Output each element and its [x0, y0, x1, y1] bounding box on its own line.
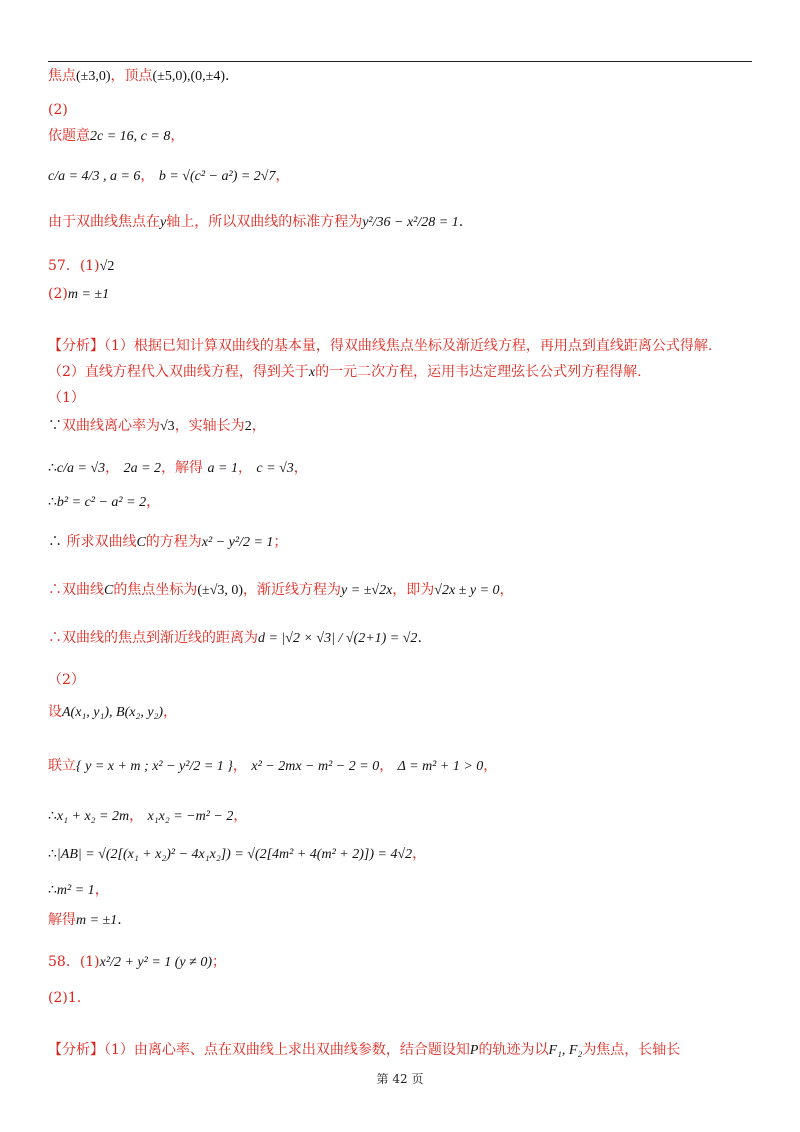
text-run: ，顶点 — [110, 68, 153, 84]
math-expression: m² = 1 — [56, 883, 95, 898]
text-run: 依题意 — [48, 128, 90, 144]
math-expression: x₁ + x₂ = 2m — [56, 809, 130, 824]
text-run: 的焦点坐标为 — [113, 582, 198, 598]
math-expression: P — [469, 1043, 479, 1058]
text-run: 【分析】（1）根据已知计算双曲线的基本量，得双曲线焦点坐标及渐近线方程，再用点到直线距离公式得解. — [48, 338, 713, 354]
text-run: ， — [94, 882, 109, 898]
text-run: ， — [232, 758, 252, 774]
text-run: ∴ — [48, 534, 62, 550]
text-run: 的轨迹为以 — [478, 1042, 549, 1058]
math-expression: x²/2 + y² = 1 (y ≠ 0) — [99, 955, 212, 970]
text-line-l4 — [48, 166, 290, 187]
math-expression: x₁x₂ = −m² − 2 — [147, 809, 234, 824]
text-line-l9 — [48, 362, 642, 383]
text-line-l11 — [48, 416, 266, 437]
text-line-l25 — [48, 988, 81, 1008]
text-line-l17 — [48, 670, 85, 690]
text-run: . — [225, 68, 230, 84]
text-run: 由于双曲线焦点在 — [48, 214, 160, 230]
text-line-l26 — [48, 1040, 680, 1061]
math-expression: C — [136, 535, 146, 550]
math-expression: |AB| = √(2[(x₁ + x₂)² − 4x₁x₂]) = √(2[4m² + 4(m² + 2)]) = 4√2 — [56, 847, 413, 862]
text-line-l2 — [48, 100, 68, 120]
math-expression: { y = x + m ; x² − y²/2 = 1 } — [76, 759, 233, 774]
text-run: 为焦点，长轴长 — [582, 1042, 681, 1058]
text-run: ， — [233, 808, 248, 824]
text-run: ， — [140, 168, 159, 184]
text-run: 58．(1) — [48, 954, 100, 970]
text-line-l12 — [48, 458, 308, 479]
math-expression: (±√3, 0) — [197, 583, 244, 598]
math-expression: F₁, F₂ — [548, 1043, 583, 1058]
text-run: (2) — [48, 286, 68, 302]
text-run: ，实轴长为 — [174, 418, 245, 434]
math-expression: x² − 2mx − m² − 2 = 0 — [251, 759, 380, 774]
text-line-l18 — [48, 702, 177, 723]
text-run: . — [458, 214, 464, 230]
text-run: （2）直线方程代入双曲线方程，得到关于 — [48, 364, 309, 380]
header-rule — [48, 61, 752, 62]
text-run: ， — [146, 494, 161, 510]
text-run: (2) — [48, 102, 68, 118]
text-run: 双曲线离心率为 — [62, 418, 160, 434]
text-line-l10 — [48, 388, 85, 408]
text-run: ， — [293, 460, 308, 476]
text-run: （2） — [48, 672, 85, 688]
math-expression: b = √(c² − a²) = 2√7 — [158, 169, 276, 184]
text-line-l3 — [48, 126, 184, 147]
text-line-l6 — [48, 256, 114, 277]
text-run: ， — [275, 168, 290, 184]
math-expression: c = √3 — [256, 461, 294, 476]
text-run: 的方程为 — [145, 534, 202, 550]
text-line-l14 — [48, 532, 287, 553]
math-expression: √3 — [160, 419, 175, 434]
text-run: ， — [163, 704, 178, 720]
text-run: 联立 — [48, 758, 76, 774]
text-run: ， — [129, 808, 148, 824]
math-expression: (±3,0) — [76, 69, 111, 84]
math-expression: a = 1 — [207, 461, 238, 476]
text-run: ， — [379, 758, 398, 774]
text-run: . — [117, 912, 122, 928]
math-expression: x — [308, 365, 316, 380]
math-expression: m = ±1 — [67, 287, 110, 302]
math-expression: Δ = m² + 1 > 0 — [397, 759, 484, 774]
text-run: ， — [251, 418, 266, 434]
math-expression: b² = c² − a² = 2 — [56, 495, 147, 510]
text-run: 轴上，所以双曲线的标准方程为 — [166, 214, 363, 230]
math-expression: A(x₁, y₁), B(x₂, y₂) — [62, 705, 164, 720]
text-run: ∴双曲线 — [48, 582, 104, 598]
text-run: 的一元二次方程，运用韦达定理弦长公式列方程得解. — [315, 364, 642, 380]
text-run: ∴ — [48, 808, 57, 824]
text-run: 解得 — [48, 912, 76, 928]
text-run: ， — [499, 582, 514, 598]
text-run: ，解得 — [161, 460, 208, 476]
text-run: ， — [105, 460, 124, 476]
text-run: ， — [412, 846, 427, 862]
text-line-l20 — [48, 806, 247, 827]
text-line-l13 — [48, 492, 160, 513]
text-run: ∵ — [48, 418, 62, 434]
text-run: ∴ — [48, 494, 57, 510]
text-line-l23 — [48, 910, 122, 931]
text-line-l15 — [48, 580, 514, 601]
text-run: ， — [170, 128, 185, 144]
text-line-l21 — [48, 844, 426, 865]
math-expression: d = |√2 × √3| / √(2+1) = √2 — [258, 631, 418, 646]
text-line-l19 — [48, 756, 497, 777]
math-expression: (±5,0),(0,±4) — [152, 69, 226, 84]
math-expression: 2a = 2 — [123, 461, 162, 476]
text-run: ， — [483, 758, 498, 774]
text-line-l22 — [48, 880, 109, 901]
page-number: 第 42 页 — [376, 1072, 424, 1086]
math-expression: m = ±1 — [76, 913, 118, 928]
text-run: 【分析】（1）由离心率、点在双曲线上求出双曲线参数，结合题设知 — [48, 1042, 470, 1058]
math-expression: C — [104, 583, 114, 598]
math-expression: √2 — [99, 259, 115, 274]
math-expression: 2c = 16, c = 8 — [90, 129, 171, 144]
text-run: ； — [211, 954, 226, 970]
text-line-l1 — [48, 66, 229, 87]
text-run: ，渐近线方程为 — [243, 582, 342, 598]
math-expression: √2x ± y = 0 — [434, 583, 500, 598]
text-run: 设 — [48, 704, 62, 720]
text-run: 焦点 — [48, 68, 76, 84]
text-run: ； — [273, 534, 288, 550]
math-expression: 2 — [244, 419, 252, 434]
text-run: ， — [237, 460, 257, 476]
text-line-l16 — [48, 628, 422, 649]
text-run: ∴ — [48, 460, 57, 476]
math-expression: c/a = 4/3 , a = 6 — [48, 169, 141, 184]
text-line-l24 — [48, 952, 226, 973]
text-run: (2)1. — [48, 990, 82, 1006]
text-run: 57．(1) — [48, 258, 100, 274]
text-line-l8 — [48, 336, 712, 356]
math-expression: y = ±√2x — [341, 583, 393, 598]
text-run: 所求双曲线 — [62, 534, 137, 550]
text-run: . — [417, 630, 422, 646]
text-run: ∴双曲线的焦点到渐近线的距离为 — [48, 630, 258, 646]
math-expression: c/a = √3 — [56, 461, 106, 476]
text-line-l5 — [48, 212, 463, 233]
text-run: ∴ — [48, 882, 57, 898]
text-line-l7 — [48, 284, 109, 305]
math-expression: y²/36 − x²/28 = 1 — [362, 215, 459, 230]
text-run: （1） — [48, 390, 85, 406]
text-run: ∴ — [48, 846, 57, 862]
math-expression: x² − y²/2 = 1 — [201, 535, 274, 550]
math-expression: y — [160, 215, 167, 230]
text-run: ，即为 — [392, 582, 435, 598]
